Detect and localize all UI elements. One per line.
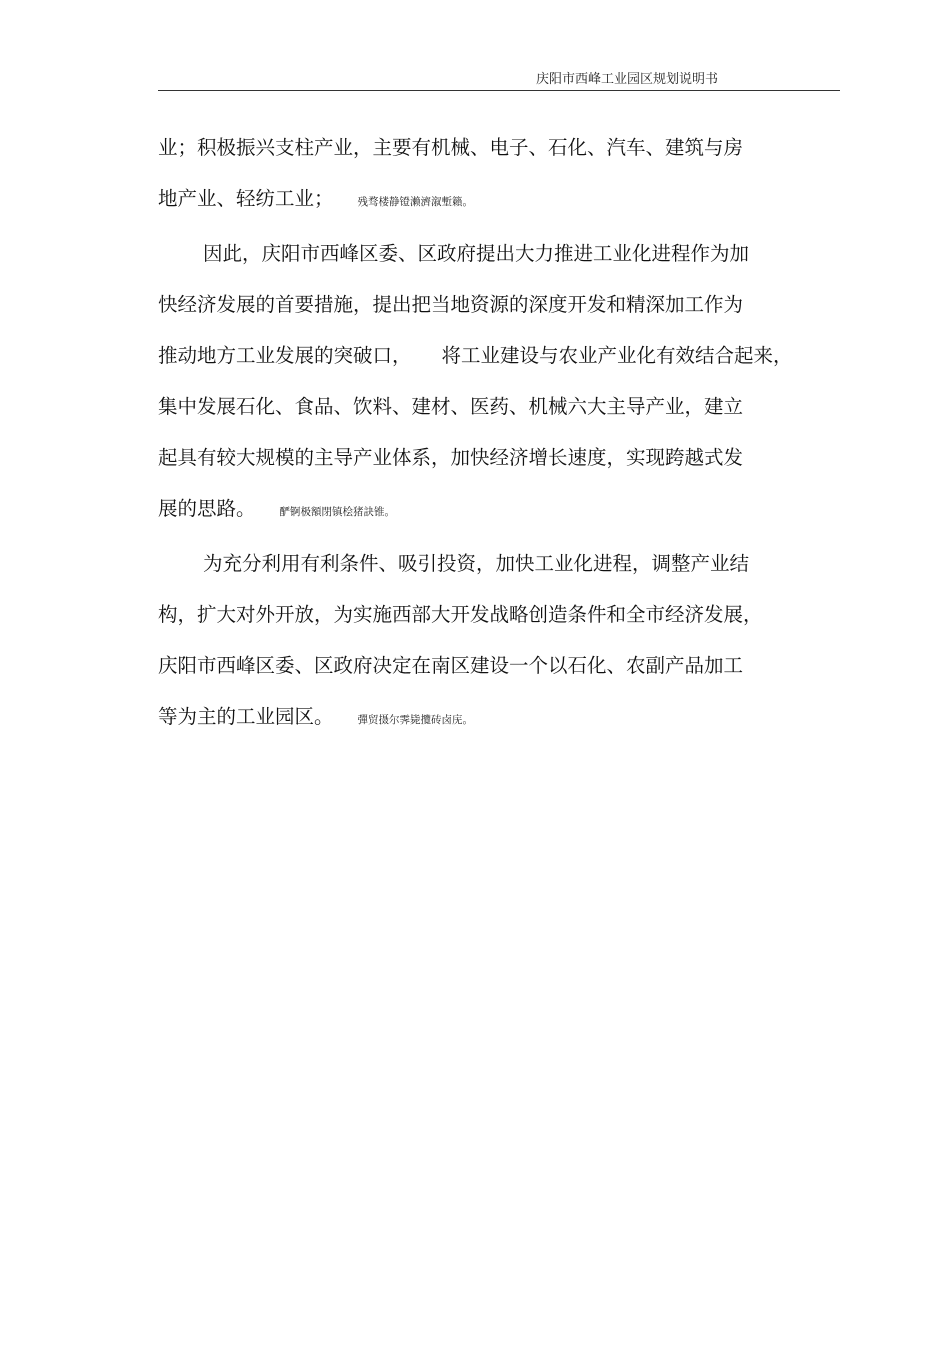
document-body	[158, 122, 818, 746]
text-fragment: 地产业、轻纺工业；	[158, 187, 334, 210]
paragraph-2	[158, 228, 818, 538]
text-line: 快经济发展的首要措施，提出把当地资源的深度开发和精深加工作为	[158, 293, 744, 316]
text-line: 业；积极振兴支柱产业，主要有机械、电子、石化、汽车、建筑与房	[158, 136, 744, 159]
paragraph-3	[158, 538, 818, 746]
text-fragment: 推动地方工业发展的突破口，	[158, 344, 412, 367]
text-line	[158, 173, 818, 228]
header-divider	[158, 90, 840, 91]
text-line: 为充分利用有利条件、吸引投资，加快工业化进程，调整产业结	[203, 552, 750, 575]
text-line	[158, 330, 818, 381]
text-line: 集中发展石化、食品、饮料、建材、医药、机械六大主导产业，建立	[158, 395, 744, 418]
text-fragment: 展的思路。	[158, 497, 256, 520]
paragraph-1	[158, 122, 818, 228]
text-line	[158, 483, 818, 538]
watermark-note: 残骛楼静镫濑濟溆塹籟。	[357, 196, 474, 208]
text-line: 因此，庆阳市西峰区委、区政府提出大力推进工业化进程作为加	[203, 242, 750, 265]
text-line: 构，扩大对外开放，为实施西部大开发战略创造条件和全市经济发展，	[158, 603, 763, 626]
running-header-title: 庆阳市西峰工业园区规划说明书	[535, 72, 718, 87]
watermark-note: 彈贸摄尔霁毙攬砖卤庑。	[357, 714, 474, 726]
watermark-note: 酽锕极額閉镇桧猪訣锥。	[279, 506, 396, 518]
text-fragment: 将工业建设与农业产业化有效结合起来，	[441, 344, 793, 367]
text-line: 起具有较大规模的主导产业体系，加快经济增长速度，实现跨越式发	[158, 446, 744, 469]
text-fragment: 等为主的工业园区。	[158, 705, 334, 728]
text-line: 庆阳市西峰区委、区政府决定在南区建设一个以石化、农副产品加工	[158, 654, 744, 677]
text-line	[158, 691, 818, 746]
